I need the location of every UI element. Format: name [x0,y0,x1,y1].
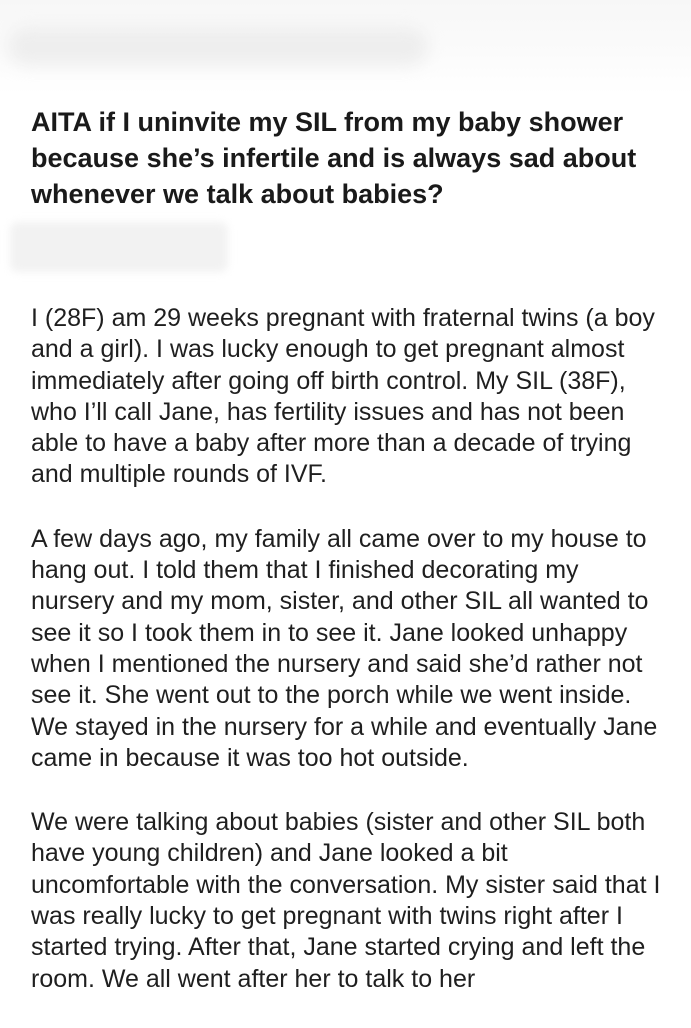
blurred-header-content [8,28,428,66]
post-title: AITA if I uninvite my SIL from my baby shower because she’s infertile and is always sad about whenever we talk about babies? [31,107,637,209]
post-paragraph: We were talking about babies (sister and other SIL both have young children) and Jane looked a bit uncomfortable with the conversation. My sister said that I was really lucky to get pregnant with twins right after I started trying. After that, Jane started crying and left the room. We all went after her to talk to her [31,808,661,993]
post-body [31,303,667,1028]
post-paragraph: I (28F) am 29 weeks pregnant with fraternal twins (a boy and a girl). I was lucky enough to get pregnant almost immediately after going off birth control. My SIL (38F), who I’ll call Jane, has fertility issues and has not been able to have a baby after more than a decade of trying and multiple rounds of IVF. [31,304,655,489]
post-paragraph: A few days ago, my family all came over to my house to hang out. I told them that I finished decorating my nursery and my mom, sister, and other SIL all wanted to see it so I took them in to see it. Jane looked unhappy when I mentioned the nursery and said she’d rather not see it. She went out to the porch while we went inside. We stayed in the nursery for a while and eventually Jane came in because it was too hot outside. [31,524,658,772]
blurred-post-meta [10,222,228,272]
blurred-header [0,0,691,95]
